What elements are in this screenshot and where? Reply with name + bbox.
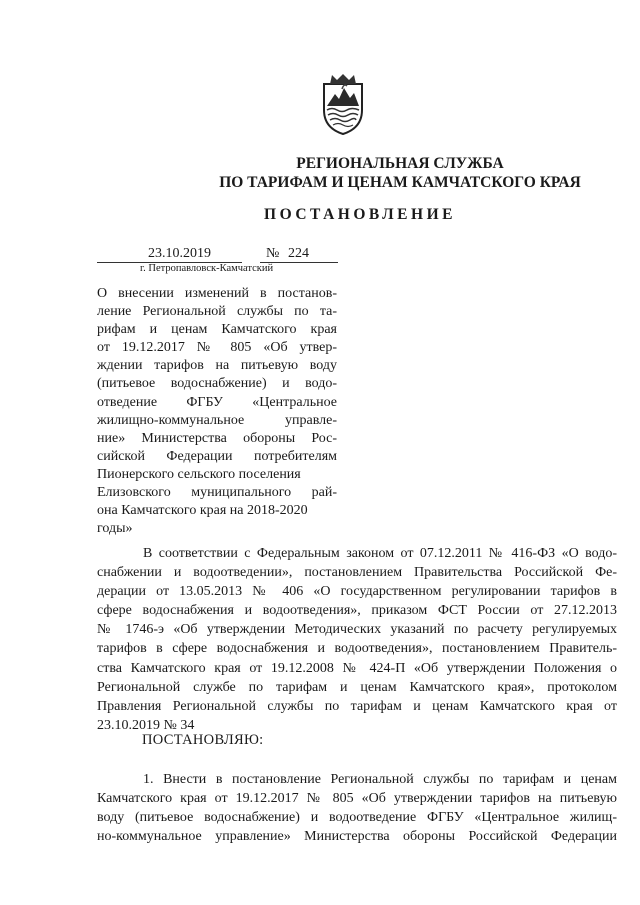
subject-line: Пионерского сельского поселения [97,466,301,482]
clause-1-paragraph [97,770,617,846]
paragraph-line: Камчатского края от 19.12.2017 № 805 «Об утверждении тарифов на питьевую [97,791,617,807]
paragraph-line: В соответствии с Федеральным законом от 07.12.2011 № 416-ФЗ «О водо- [143,546,617,561]
document-subject [97,285,337,538]
paragraph-line: дерации от 13.05.2013 № 406 «О государственном регулировании тарифов в [97,584,617,600]
subject-line: рифам и ценам Камчатского края [97,322,337,338]
document-number: 224 [288,246,309,261]
subject-line: жилищно-коммунальное управле- [97,412,337,428]
organization-name-line2: ПО ТАРИФАМ И ЦЕНАМ КАМЧАТСКОГО КРАЯ [219,174,581,191]
paragraph-line: ства Камчатского края от 19.12.2008 № 424-П «Об утверждении Положения о [97,660,617,676]
paragraph-line: снабжении и водоотведении», постановлением Правительства Российской Фе- [97,565,617,581]
subject-line: О внесении изменений в постанов- [97,286,337,301]
document-type-title: ПОСТАНОВЛЕНИЕ [264,206,456,223]
paragraph-line: но-коммунальное управление» Министерства обороны Российской Федерации [97,829,617,845]
place-of-issue: г. Петропавловск-Камчатский [140,263,274,274]
kamchatka-coat-of-arms-icon [320,72,366,136]
subject-line: ждении тарифов на питьевую воду [97,358,337,374]
subject-line: годы» [97,521,133,537]
subject-line: (питьевое водоснабжение) и водо- [97,376,337,392]
paragraph-line: тарифов в сфере водоснабжения и водоотведения», постановлением Правитель- [97,641,617,657]
organization-name-line1: РЕГИОНАЛЬНАЯ СЛУЖБА [296,155,504,172]
paragraph-line: Региональной службе по тарифам и ценам Камчатского края», протоколом [97,679,617,695]
organization-name [0,154,640,192]
subject-line: она Камчатского края на 2018-2020 [97,503,308,519]
subject-line: ление Региональной службы по та- [97,304,337,320]
decree-word: ПОСТАНОВЛЯЮ: [142,732,264,748]
paragraph-line: Правления Региональной службы по тарифам и ценам Камчатского края от [97,698,617,714]
paragraph-line: 23.10.2019 № 34 [97,717,195,733]
paragraph-line: № 1746-э «Об утверждении Методических указаний по расчету регулируемых [97,622,617,638]
subject-line: ние» Министерства обороны Рос- [97,430,337,446]
number-sign: № [266,246,280,261]
paragraph-line: 1. Внести в постановление Региональной службы по тарифам и ценам [143,772,617,787]
paragraph-line: воду (питьевое водоснабжение) и водоотведение ФГБУ «Центральное жилищ- [97,810,617,826]
preamble-paragraph [97,544,617,735]
subject-line: от 19.12.2017 № 805 «Об утвер- [97,340,337,356]
subject-line: сийской Федерации потребителям [97,448,337,464]
document-date: 23.10.2019 [148,246,211,261]
subject-line: отведение ФГБУ «Центральное [97,394,337,410]
subject-line: Елизовского муниципального рай- [97,485,337,501]
paragraph-line: сфере водоснабжения и водоотведения», приказом ФСТ России от 27.12.2013 [97,603,617,619]
